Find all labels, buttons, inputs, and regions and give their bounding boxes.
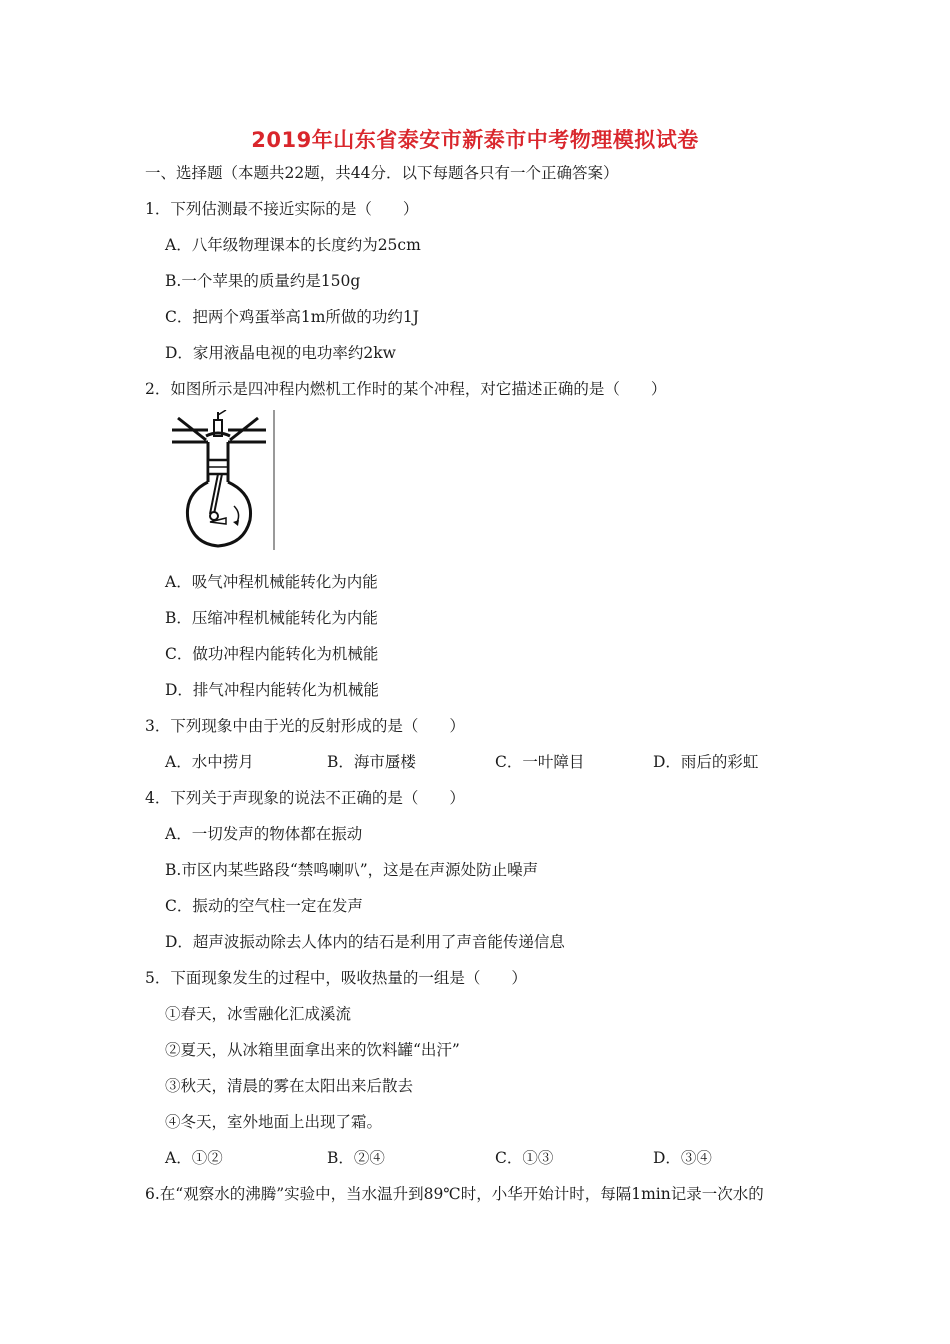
- question-5-item-3: ③秋天，清晨的雾在太阳出来后散去: [165, 1077, 414, 1095]
- question-1-option-c: C．把两个鸡蛋举高1m所做的功约1J: [165, 308, 419, 326]
- question-1-option-b: B.一个苹果的质量约是150g: [165, 272, 361, 290]
- question-4-stem: 4．下列关于声现象的说法不正确的是（ ）: [145, 789, 465, 807]
- question-1-option-a: A．八年级物理课本的长度约为25cm: [165, 236, 421, 254]
- question-4-option-d: D．超声波振动除去人体内的结石是利用了声音能传递信息: [165, 933, 565, 951]
- question-1-stem: 1．下列估测最不接近实际的是（ ）: [145, 200, 419, 218]
- question-1-option-d: D．家用液晶电视的电功率约2kw: [165, 344, 396, 362]
- question-5-stem: 5．下面现象发生的过程中，吸收热量的一组是（ ）: [145, 969, 527, 987]
- question-2-stem: 2．如图所示是四冲程内燃机工作时的某个冲程，对它描述正确的是（ ）: [145, 380, 667, 398]
- question-4-option-a: A．一切发声的物体都在振动: [165, 825, 363, 843]
- question-5-option-b: B．②④: [327, 1149, 385, 1167]
- engine-stroke-diagram: [170, 410, 280, 550]
- question-3-option-c: C．一叶障目: [495, 753, 585, 771]
- question-3-option-a: A．水中捞月: [165, 753, 254, 771]
- question-6-stem: 6.在“观察水的沸腾”实验中，当水温升到89℃时，小华开始计时，每隔1min记录一次水的: [145, 1185, 764, 1203]
- question-2-option-b: B．压缩冲程机械能转化为内能: [165, 609, 378, 627]
- question-4-option-b: B.市区内某些路段“禁鸣喇叭”，这是在声源处防止噪声: [165, 861, 539, 879]
- question-2-option-d: D．排气冲程内能转化为机械能: [165, 681, 379, 699]
- question-3-option-d: D．雨后的彩虹: [653, 753, 759, 771]
- question-4-option-c: C．振动的空气柱一定在发声: [165, 897, 363, 915]
- question-3-option-b: B．海市蜃楼: [327, 753, 416, 771]
- section-heading: 一、选择题（本题共22题，共44分．以下每题各只有一个正确答案）: [145, 164, 619, 182]
- question-5-item-2: ②夏天，从冰箱里面拿出来的饮料罐“出汗”: [165, 1041, 460, 1059]
- question-5-item-1: ①春天，冰雪融化汇成溪流: [165, 1005, 352, 1023]
- question-2-option-c: C．做功冲程内能转化为机械能: [165, 645, 379, 663]
- page-title: 2019年山东省泰安市新泰市中考物理模拟试卷: [251, 128, 699, 152]
- question-3-stem: 3．下列现象中由于光的反射形成的是（ ）: [145, 717, 465, 735]
- question-5-option-c: C．①③: [495, 1149, 554, 1167]
- question-5-option-a: A．①②: [165, 1149, 223, 1167]
- question-5-option-d: D．③④: [653, 1149, 712, 1167]
- question-5-item-4: ④冬天，室外地面上出现了霜。: [165, 1113, 383, 1131]
- question-2-option-a: A．吸气冲程机械能转化为内能: [165, 573, 378, 591]
